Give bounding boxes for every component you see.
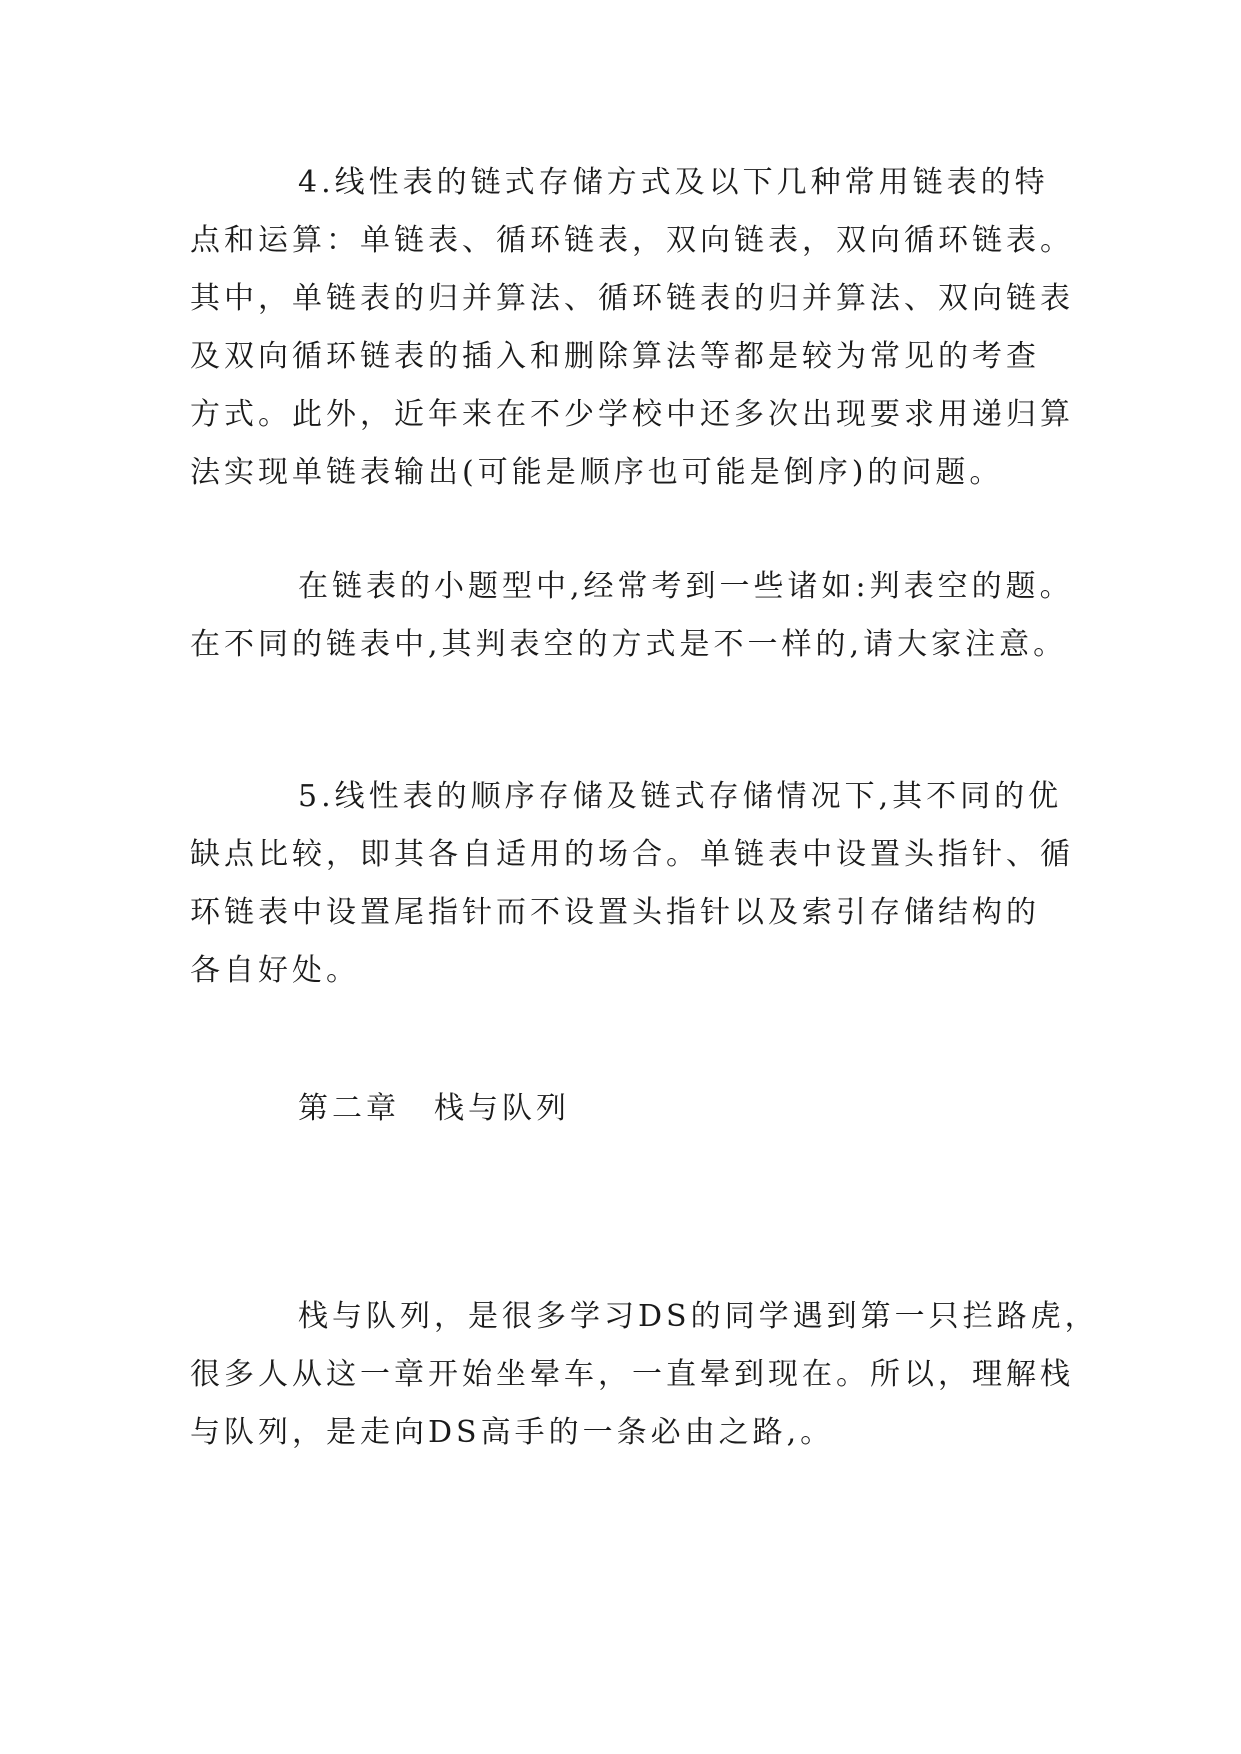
- paragraph-empty-list-check: [190, 558, 1074, 674]
- chapter-heading: 第二章 栈与队列: [298, 1091, 570, 1126]
- text-line: 环链表中设置尾指针而不设置头指针以及索引存储结构的: [190, 895, 1040, 930]
- text-line: 点和运算：单链表、循环链表，双向链表，双向循环链表。: [190, 223, 1074, 258]
- text-line: 与队列，是走向DS高手的一条必由之路,。: [190, 1415, 835, 1450]
- text-line: 缺点比较，即其各自适用的场合。单链表中设置头指针、循: [190, 837, 1074, 872]
- paragraph-linked-list-storage: [190, 154, 1074, 502]
- text-line: 在链表的小题型中,经常考到一些诸如:判表空的题。: [298, 569, 1074, 604]
- text-line: 其中，单链表的归并算法、循环链表的归并算法、双向链表: [190, 281, 1074, 316]
- text-line: 方式。此外，近年来在不少学校中还多次出现要求用递归算: [190, 397, 1074, 432]
- text-line: 及双向循环链表的插入和删除算法等都是较为常见的考查: [190, 339, 1040, 374]
- text-line: 4.线性表的链式存储方式及以下几种常用链表的特: [298, 165, 1049, 200]
- text-line: 栈与队列，是很多学习DS的同学遇到第一只拦路虎，: [298, 1299, 1099, 1334]
- paragraph-stack-queue-intro: [190, 1288, 1099, 1462]
- text-line: 在不同的链表中,其判表空的方式是不一样的,请大家注意。: [190, 627, 1068, 662]
- paragraph-storage-comparison: [190, 768, 1074, 1000]
- text-line: 很多人从这一章开始坐晕车，一直晕到现在。所以，理解栈: [190, 1357, 1074, 1392]
- text-line: 5.线性表的顺序存储及链式存储情况下,其不同的优: [298, 779, 1063, 814]
- text-line: 法实现单链表输出(可能是顺序也可能是倒序)的问题。: [190, 455, 1004, 490]
- text-line: 各自好处。: [190, 953, 360, 988]
